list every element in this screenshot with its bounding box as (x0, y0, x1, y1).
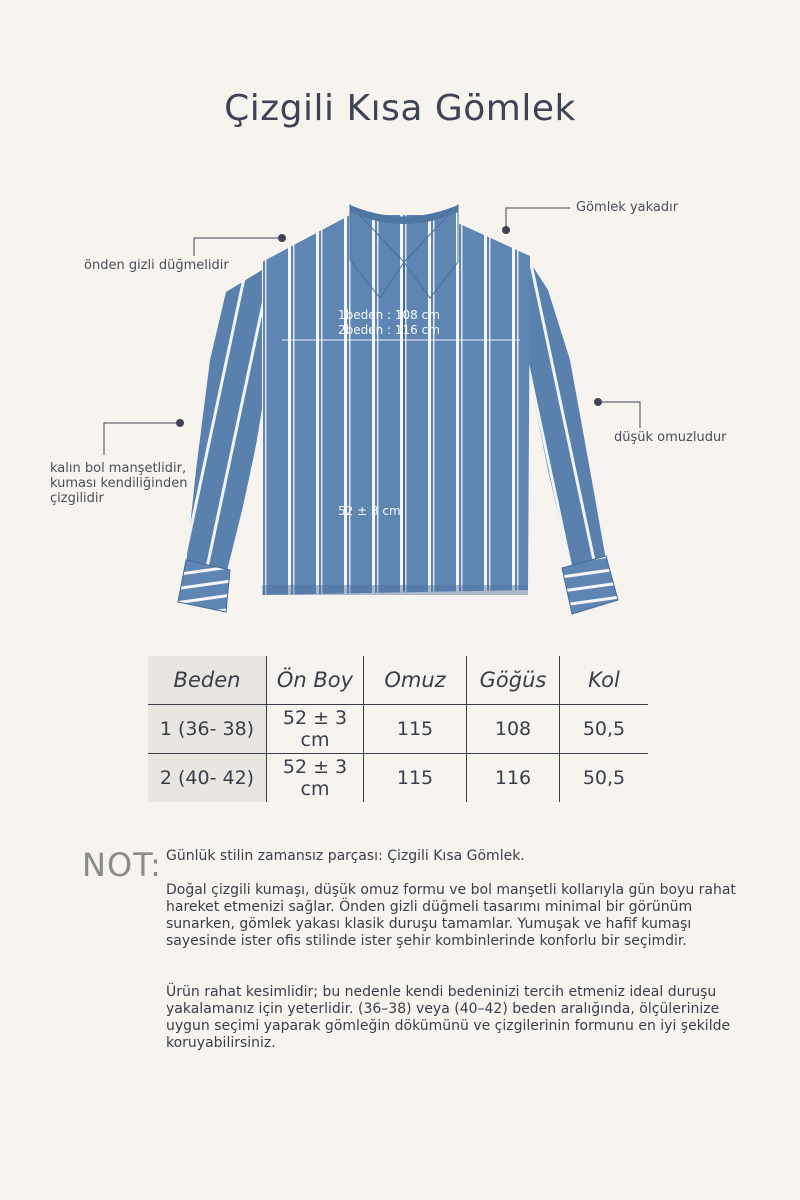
header-gogus: Göğüs (467, 656, 560, 705)
table-header-row (148, 656, 648, 705)
callout-cuffs: kalın bol manşetlidir, kuması kendiliğinden çizgilidir (50, 461, 188, 506)
cuff-marker (176, 419, 184, 427)
cell-chest: 108 (467, 705, 560, 754)
cell-length: 52 ± 3 cm (267, 754, 364, 803)
collar-marker (502, 226, 510, 234)
length-measure: 52 ± 3 cm (338, 504, 401, 518)
header-beden: Beden (148, 656, 267, 705)
cell-sleeve: 50,5 (560, 705, 649, 754)
cell-shoulder: 115 (364, 705, 467, 754)
size-table (148, 656, 648, 802)
cell-size: 2 (40- 42) (148, 754, 267, 803)
header-on-boy: Ön Boy (267, 656, 364, 705)
note-label: NOT: (82, 846, 162, 884)
cell-length: 52 ± 3 cm (267, 705, 364, 754)
chest-measure-size2: 2beden : 116 cm (338, 323, 440, 337)
callout-hidden-buttons: önden gizli düğmelidir (84, 258, 229, 273)
cell-chest: 116 (467, 754, 560, 803)
note-paragraph-2: Doğal çizgili kumaşı, düşük omuz formu ve bol manşetli kollarıyla gün boyu rahat hareket etmenizi sağlar. Önden gizli düğmeli tasarımı minimal bir görünüm sunarken, gömlek yakası klasik duruşu tamamlar. Yumuşak ve hafif kumaşı sayesinde ister ofis stilinde ister şehir kombinlerinde konforlu bir seçimdir. (166, 882, 736, 949)
buttons-marker (278, 234, 286, 242)
table-row (148, 705, 648, 754)
note-paragraph-1: Günlük stilin zamansız parçası: Çizgili Kısa Gömlek. (166, 848, 525, 864)
note-paragraph-3: Ürün rahat kesimlidir; bu nedenle kendi bedeninizi tercih etmeniz ideal duruşu yakalamanız için yeterlidir. (36–38) veya (40–42) beden aralığında, ölçülerinize uygun seçimi yaparak gömleğin dökümünü ve çizgilerinin formunu en iyi şekilde koruyabilirsiniz. (166, 984, 731, 1051)
shoulder-marker (594, 398, 602, 406)
table-row (148, 754, 648, 803)
left-sleeve (186, 270, 270, 575)
cell-shoulder: 115 (364, 754, 467, 803)
chest-measure-size1: 1beden : 108 cm (338, 308, 440, 322)
callout-shoulder: düşük omuzludur (614, 430, 727, 445)
header-omuz: Omuz (364, 656, 467, 705)
cell-sleeve: 50,5 (560, 754, 649, 803)
callout-collar: Gömlek yakadır (576, 200, 679, 215)
cell-size: 1 (36- 38) (148, 705, 267, 754)
header-kol: Kol (560, 656, 649, 705)
left-cuff (178, 560, 230, 612)
right-sleeve (526, 262, 606, 575)
page-title: Çizgili Kısa Gömlek (224, 88, 576, 129)
